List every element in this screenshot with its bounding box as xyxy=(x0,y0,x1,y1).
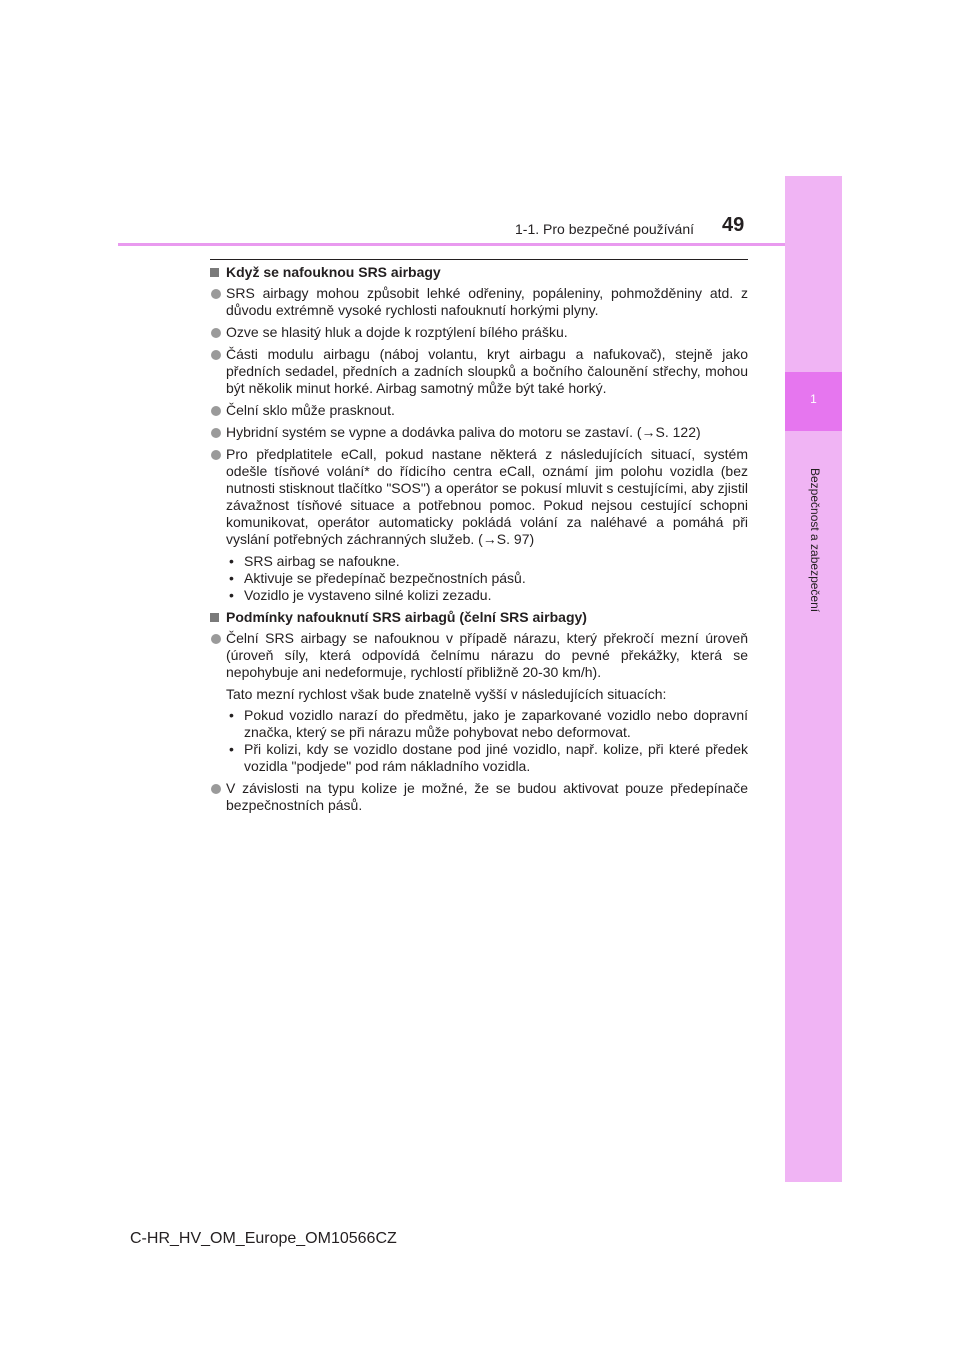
list-item xyxy=(210,424,748,441)
page-content xyxy=(210,264,748,819)
list-item xyxy=(210,446,748,548)
list-item-text: Hybridní systém se vypne a dodávka paliva do motoru se zastaví. (→S. 122) xyxy=(226,424,701,440)
sub-bullet-mark: • xyxy=(229,741,234,757)
sub-list-item xyxy=(210,741,748,775)
circle-bullet-icon xyxy=(211,634,221,644)
circle-bullet-icon xyxy=(211,289,221,299)
sub-list-item xyxy=(210,587,748,604)
circle-bullet-icon xyxy=(211,406,221,416)
sub-bullet-mark: • xyxy=(229,707,234,723)
circle-bullet-icon xyxy=(211,328,221,338)
sub-list-item xyxy=(210,553,748,570)
sub-list xyxy=(210,707,748,775)
sub-bullet-mark: • xyxy=(229,587,234,603)
paragraph: Tato mezní rychlost však bude znatelně vyšší v následujících situacích: xyxy=(226,686,667,702)
sub-bullet-mark: • xyxy=(229,553,234,569)
document-code: C-HR_HV_OM_Europe_OM10566CZ xyxy=(130,1230,397,1247)
list-item xyxy=(210,780,748,814)
square-bullet-icon xyxy=(210,613,219,622)
chapter-number: 1 xyxy=(810,392,817,406)
circle-bullet-icon xyxy=(211,350,221,360)
header-divider xyxy=(118,243,785,246)
heading-text: Podmínky nafouknutí SRS airbagů (čelní SRS airbagy) xyxy=(226,609,587,625)
sub-item-text: Při kolizi, kdy se vozidlo dostane pod jiné vozidlo, např. kolize, při které předek vozidla "podjede" pod rám nákladního vozidla. xyxy=(244,741,748,774)
sub-list-item xyxy=(210,707,748,741)
list-item xyxy=(210,324,748,341)
list-item xyxy=(210,285,748,319)
chapter-title: Bezpečnost a zabezpečení xyxy=(808,468,822,613)
list-item-text: Ozve se hlasitý hluk a dojde k rozptýlení bílého prášku. xyxy=(226,324,568,340)
sub-list-item xyxy=(210,570,748,587)
square-bullet-icon xyxy=(210,268,219,277)
list-item-text: Části modulu airbagu (náboj volantu, kryt airbagu a nafukovač), stejně jako předních sedadel, předních a zadních sloupků a bočního čalounění střechy, mohou být několik minut horké. Airbag samotný může být také horký. xyxy=(226,346,748,396)
list-item-text: V závislosti na typu kolize je možné, že se budou aktivovat pouze předepínače bezpečnostních pásů. xyxy=(226,780,748,813)
list-item xyxy=(210,630,748,681)
section-heading xyxy=(210,609,748,626)
list-item xyxy=(210,402,748,419)
sub-bullet-mark: • xyxy=(229,570,234,586)
list-item xyxy=(210,346,748,397)
circle-bullet-icon xyxy=(211,428,221,438)
list-item-text: Čelní SRS airbagy se nafouknou v případě nárazu, který překročí mezní úroveň (úroveň síly, která odpovídá čelnímu nárazu do pevné překážky, která se nepohybuje ani nedeformuje, rychlostí přibližně 20-30 km/h). xyxy=(226,630,748,680)
sub-item-text: Pokud vozidlo narazí do předmětu, jako je zaparkované vozidlo nebo dopravní značka, který se při nárazu může pohybovat nebo deformovat. xyxy=(244,707,748,740)
section-title: 1-1. Pro bezpečné používání xyxy=(515,221,695,237)
circle-bullet-icon xyxy=(211,784,221,794)
circle-bullet-icon xyxy=(211,450,221,460)
sub-item-text: Vozidlo je vystaveno silné kolizi zezadu. xyxy=(244,587,492,603)
list-item-text: Čelní sklo může prasknout. xyxy=(226,402,395,418)
sub-item-text: SRS airbag se nafoukne. xyxy=(244,553,400,569)
heading-text: Když se nafouknou SRS airbagy xyxy=(226,264,441,280)
list-item-text: Pro předplatitele eCall, pokud nastane některá z následujících situací, systém odešle tísňové volání* do řídicího centra eCall, oznámí jim polohu vozidla (bez nutnosti stisknout tlačítko "SOS") a operátor se pokusí mluvit s cestujícími, aby zjistil závažnost tísňové situace a potřebnou pomoc. Pokud nejsou cestující schopni komunikovat, operátor automaticky pokládá volání za naléhavé a pomáhá při vyslání potřebných záchranných služeb. (→S. 97) xyxy=(226,446,748,547)
list-item-text: SRS airbagy mohou způsobit lehké odřeniny, popáleniny, pohmožděniny atd. z důvodu extrémně vysoké rychlosti nafouknutí horkými plyny. xyxy=(226,285,748,318)
chapter-sidebar xyxy=(785,176,842,1182)
content-rule xyxy=(210,259,748,260)
sub-list xyxy=(210,553,748,604)
page-number: 49 xyxy=(722,214,745,236)
section-heading xyxy=(210,264,748,281)
sub-item-text: Aktivuje se předepínač bezpečnostních pásů. xyxy=(244,570,526,586)
